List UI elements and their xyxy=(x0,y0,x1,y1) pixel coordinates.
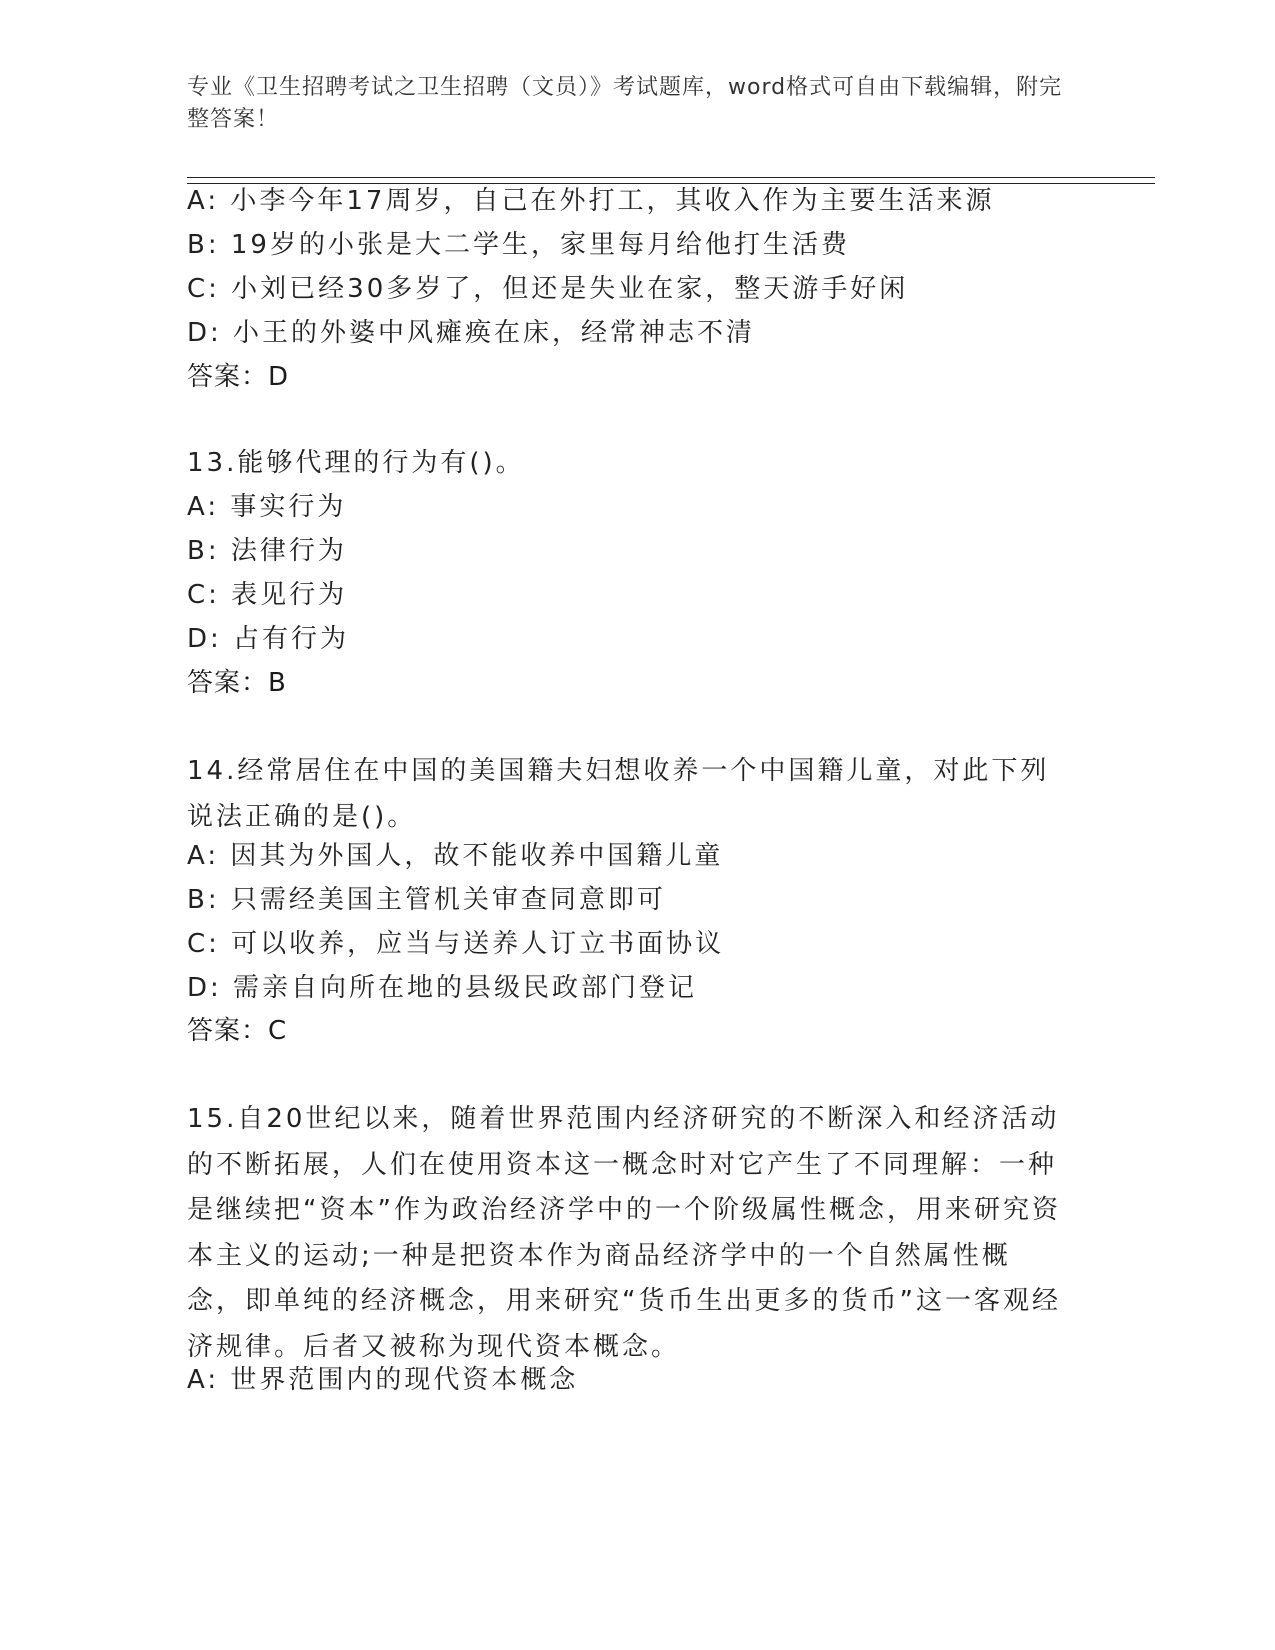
q13-question: 13.能够代理的行为有()。 xyxy=(187,448,525,478)
q14-question: 14.经常居住在中国的美国籍夫妇想收养一个中国籍儿童，对此下列说法正确的是()。 xyxy=(187,756,1050,832)
q12-option-c: C: 小刘已经30多岁了，但还是失业在家，整天游手好闲 xyxy=(187,274,909,304)
q14-answer: 答案：C xyxy=(187,1016,288,1046)
q14-option-c: C: 可以收养，应当与送养人订立书面协议 xyxy=(187,929,725,959)
q12-option-d: D: 小王的外婆中风瘫痪在床，经常神志不清 xyxy=(187,318,756,348)
q13-option-b: B: 法律行为 xyxy=(187,536,347,566)
q12-option-a: A: 小李今年17周岁，自己在外打工，其收入作为主要生活来源 xyxy=(187,186,995,216)
header-divider-top xyxy=(187,177,1155,178)
q13-option-c: C: 表见行为 xyxy=(187,580,348,610)
q13-option-d: D: 占有行为 xyxy=(187,624,350,654)
q15-question: 15.自20世纪以来，随着世界范围内经济研究的不断深入和经济活动的不断拓展，人们在使用资本这一概念时对它产生了不同理解：一种是继续把“资本”作为政治经济学中的一个阶级属性概念，用来研究资本主义的运动;一种是把资本作为商品经济学中的一个自然属性概念，即单纯的经济概念，用来研究“货币生出更多的货币”这一客观经济规律。后者又被称为现代资本概念。 xyxy=(187,1104,1061,1362)
q12-option-b: B: 19岁的小张是大二学生，家里每月给他打生活费 xyxy=(187,230,850,260)
q15-option-a: A: 世界范围内的现代资本概念 xyxy=(187,1365,579,1395)
q14-option-b: B: 只需经美国主管机关审查同意即可 xyxy=(187,885,666,915)
q13-option-a: A: 事实行为 xyxy=(187,492,347,522)
q14-option-d: D: 需亲自向所在地的县级民政部门登记 xyxy=(187,973,698,1003)
q12-answer: 答案：D xyxy=(187,362,290,392)
document-header: 专业《卫生招聘考试之卫生招聘（文员）》考试题库，word格式可自由下载编辑，附完整答案！ xyxy=(187,75,1063,132)
q14-option-a: A: 因其为外国人，故不能收养中国籍儿童 xyxy=(187,841,724,871)
q13-answer: 答案：B xyxy=(187,668,287,698)
